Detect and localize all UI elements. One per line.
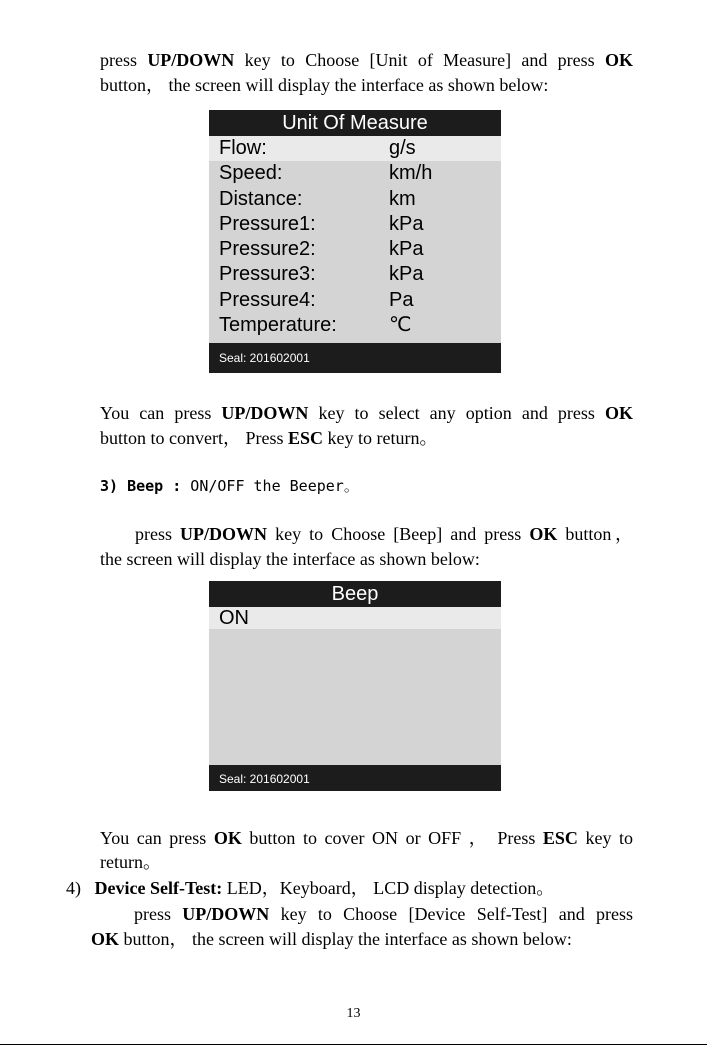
unit-row-distance[interactable]: Distance: km <box>219 187 416 210</box>
beep-screen <box>209 581 501 791</box>
unit-row-temperature[interactable]: Temperature: ℃ <box>219 314 412 337</box>
convert-line-1: You can press UP/DOWN key to select any option and press OK <box>100 403 633 423</box>
selftest-line-3: OK button， the screen will display the interface as shown below: <box>91 929 572 949</box>
unit-row-pressure3[interactable]: Pressure3: kPa <box>219 263 424 286</box>
seal-footer: Seal: 201602001 <box>209 765 501 791</box>
screen-title: Beep <box>209 581 501 607</box>
seal-footer: Seal: 201602001 <box>209 343 501 373</box>
unit-row-pressure1[interactable]: Pressure1: kPa <box>219 212 424 235</box>
beep-heading: 3) Beep : ON/OFF the Beeper。 <box>100 477 359 495</box>
unit-row-pressure4[interactable]: Pressure4: Pa <box>219 288 414 311</box>
unit-of-measure-screen <box>209 110 501 373</box>
unit-row-flow[interactable]: Flow: g/s <box>209 136 501 161</box>
page-number: 13 <box>346 1006 361 1021</box>
selftest-line-2: press UP/DOWN key to Choose [Device Self-Test] and press <box>134 904 633 924</box>
beep-instruction-line-1: press UP/DOWN key to Choose [Beep] and press OK button， <box>135 524 633 544</box>
intro-line-1: press UP/DOWN key to Choose [Unit of Measure] and press OK <box>100 50 633 70</box>
beep-instruction-line-2: the screen will display the interface as shown below: <box>100 549 480 569</box>
screen-title: Unit Of Measure <box>209 110 501 136</box>
unit-row-pressure2[interactable]: Pressure2: kPa <box>219 238 424 261</box>
intro-line-2: button， the screen will display the interface as shown below: <box>100 75 549 95</box>
unit-row-speed[interactable]: Speed: km/h <box>219 162 433 185</box>
selftest-heading: 4) Device Self-Test: LED，Keyboard， LCD display detection。 <box>66 878 555 898</box>
footer-rule <box>0 1044 707 1045</box>
beep-option-on[interactable]: ON <box>209 607 501 629</box>
convert-line-2: button to convert， Press ESC key to return。 <box>100 428 438 448</box>
beep-toggle-line-1: You can press OK button to cover ON or OFF ， Press ESC key to <box>100 828 634 848</box>
beep-toggle-line-2: return。 <box>100 852 161 872</box>
